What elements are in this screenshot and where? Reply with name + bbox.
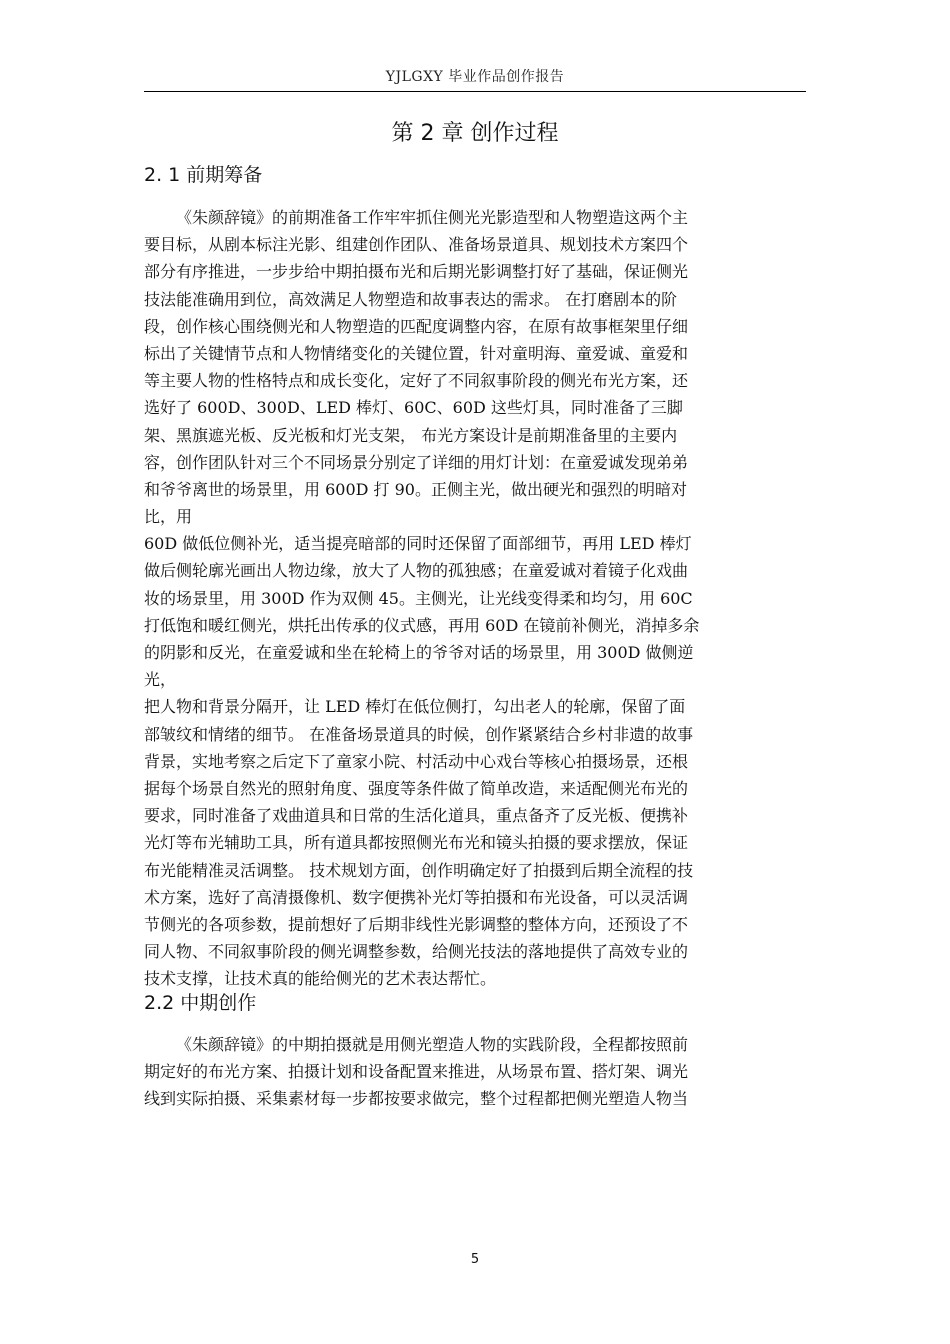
paragraph-line: 做后侧轮廓光画出人物边缘，放大了人物的孤独感；在童爱诚对着镜子化戏曲	[144, 561, 689, 581]
paragraph-line: 光灯等布光辅助工具，所有道具都按照侧光布光和镜头拍摄的要求摆放，保证	[144, 833, 689, 853]
paragraph-line: 等主要人物的性格特点和成长变化，定好了不同叙事阶段的侧光布光方案，还	[144, 371, 689, 391]
paragraph-line: 标出了关键情节点和人物情绪变化的关键位置，针对童明海、童爱诚、童爱和	[144, 343, 689, 363]
header-title: YJLGXY 毕业作品创作报告	[385, 69, 565, 85]
paragraph-line: 要目标，从剧本标注光影、组建创作团队、准备场景道具、规划技术方案四个	[144, 235, 689, 255]
page-number: 5	[470, 1252, 480, 1267]
chapter-title: 第 2 章 创作过程	[391, 121, 559, 146]
paragraph-line: 节侧光的各项参数，提前想好了后期非线性光影调整的整体方向，还预设了不	[144, 914, 689, 934]
paragraph-line: 打低饱和暖红侧光，烘托出传承的仪式感，再用 60D 在镜前补侧光，消掉多余	[144, 615, 700, 635]
paragraph-line: 的阴影和反光，在童爱诚和坐在轮椅上的爷爷对话的场景里，用 300D 做侧逆	[144, 643, 694, 662]
paragraph-line: 背景，实地考察之后定下了童家小院、村活动中心戏台等核心拍摄场景，还根	[144, 751, 689, 771]
paragraph-line: 同人物、不同叙事阶段的侧光调整参数，给侧光技法的落地提供了高效专业的	[144, 942, 689, 962]
paragraph-line: 期定好的布光方案、拍摄计划和设备配置来推进，从场景布置、搭灯架、调光	[144, 1062, 689, 1082]
paragraph-line: 和爷爷离世的场景里，用 600D 打 90。正侧主光，做出硬光和强烈的明暗对	[144, 479, 687, 499]
paragraph-line: 线到实际拍摄、采集素材每一步都按要求做完，整个过程都把侧光塑造人物当	[144, 1089, 689, 1109]
paragraph-line: 把人物和背景分隔开，让 LED 棒灯在低位侧打，勾出老人的轮廓，保留了面	[144, 697, 686, 717]
paragraph-line: 比，用	[144, 507, 193, 527]
section-body-prep	[144, 204, 806, 992]
paragraph-line: 60D 做低位侧补光，适当提亮暗部的同时还保留了面部细节，再用 LED 棒灯	[144, 534, 692, 554]
paragraph-line: 《朱颜辞镜》的中期拍摄就是用侧光塑造人物的实践阶段，全程都按照前	[176, 1035, 689, 1054]
paragraph-line: 容，创作团队针对三个不同场景分别定了详细的用灯计划：在童爱诚发现弟弟	[144, 452, 689, 472]
paragraph-line: 要求，同时准备了戏曲道具和日常的生活化道具，重点备齐了反光板、便携补	[144, 806, 689, 826]
paragraph-line: 选好了 600D、300D、LED 棒灯、60C、60D 这些灯具，同时准备了三脚	[144, 398, 683, 418]
paragraph-line: 《朱颜辞镜》的前期准备工作牢牢抓住侧光光影造型和人物塑造这两个主	[176, 208, 689, 227]
paragraph-line: 技法能准确用到位，高效满足人物塑造和故事表达的需求。 在打磨剧本的阶	[144, 289, 678, 309]
paragraph-line: 布光能精准灵活调整。 技术规划方面，创作明确定好了拍摄到后期全流程的技	[144, 860, 694, 880]
paragraph-line: 妆的场景里，用 300D 作为双侧 45。主侧光，让光线变得柔和均匀，用 60C	[144, 588, 693, 608]
paragraph-line: 光，	[144, 670, 177, 690]
section-title-prep: 2. 1 前期筹备	[144, 164, 263, 186]
paragraph-line: 架、黑旗遮光板、反光板和灯光支架， 布光方案设计是前期准备里的主要内	[144, 425, 678, 445]
header-rule	[144, 91, 806, 92]
paragraph-line: 技术支撑，让技术真的能给侧光的艺术表达帮忙。	[144, 969, 497, 989]
section-body-production	[144, 1031, 806, 1113]
paragraph-line: 部分有序推进，一步步给中期拍摄布光和后期光影调整打好了基础，保证侧光	[144, 262, 689, 282]
paragraph-line: 术方案，选好了高清摄像机、数字便携补光灯等拍摄和布光设备，可以灵活调	[144, 887, 689, 907]
paragraph-line: 部皱纹和情绪的细节。 在准备场景道具的时候，创作紧紧结合乡村非遗的故事	[144, 724, 694, 744]
section-title-production: 2.2 中期创作	[144, 992, 257, 1014]
paragraph-line: 段，创作核心围绕侧光和人物塑造的匹配度调整内容，在原有故事框架里仔细	[144, 316, 689, 336]
paragraph-line: 据每个场景自然光的照射角度、强度等条件做了简单改造，来适配侧光布光的	[144, 778, 689, 798]
